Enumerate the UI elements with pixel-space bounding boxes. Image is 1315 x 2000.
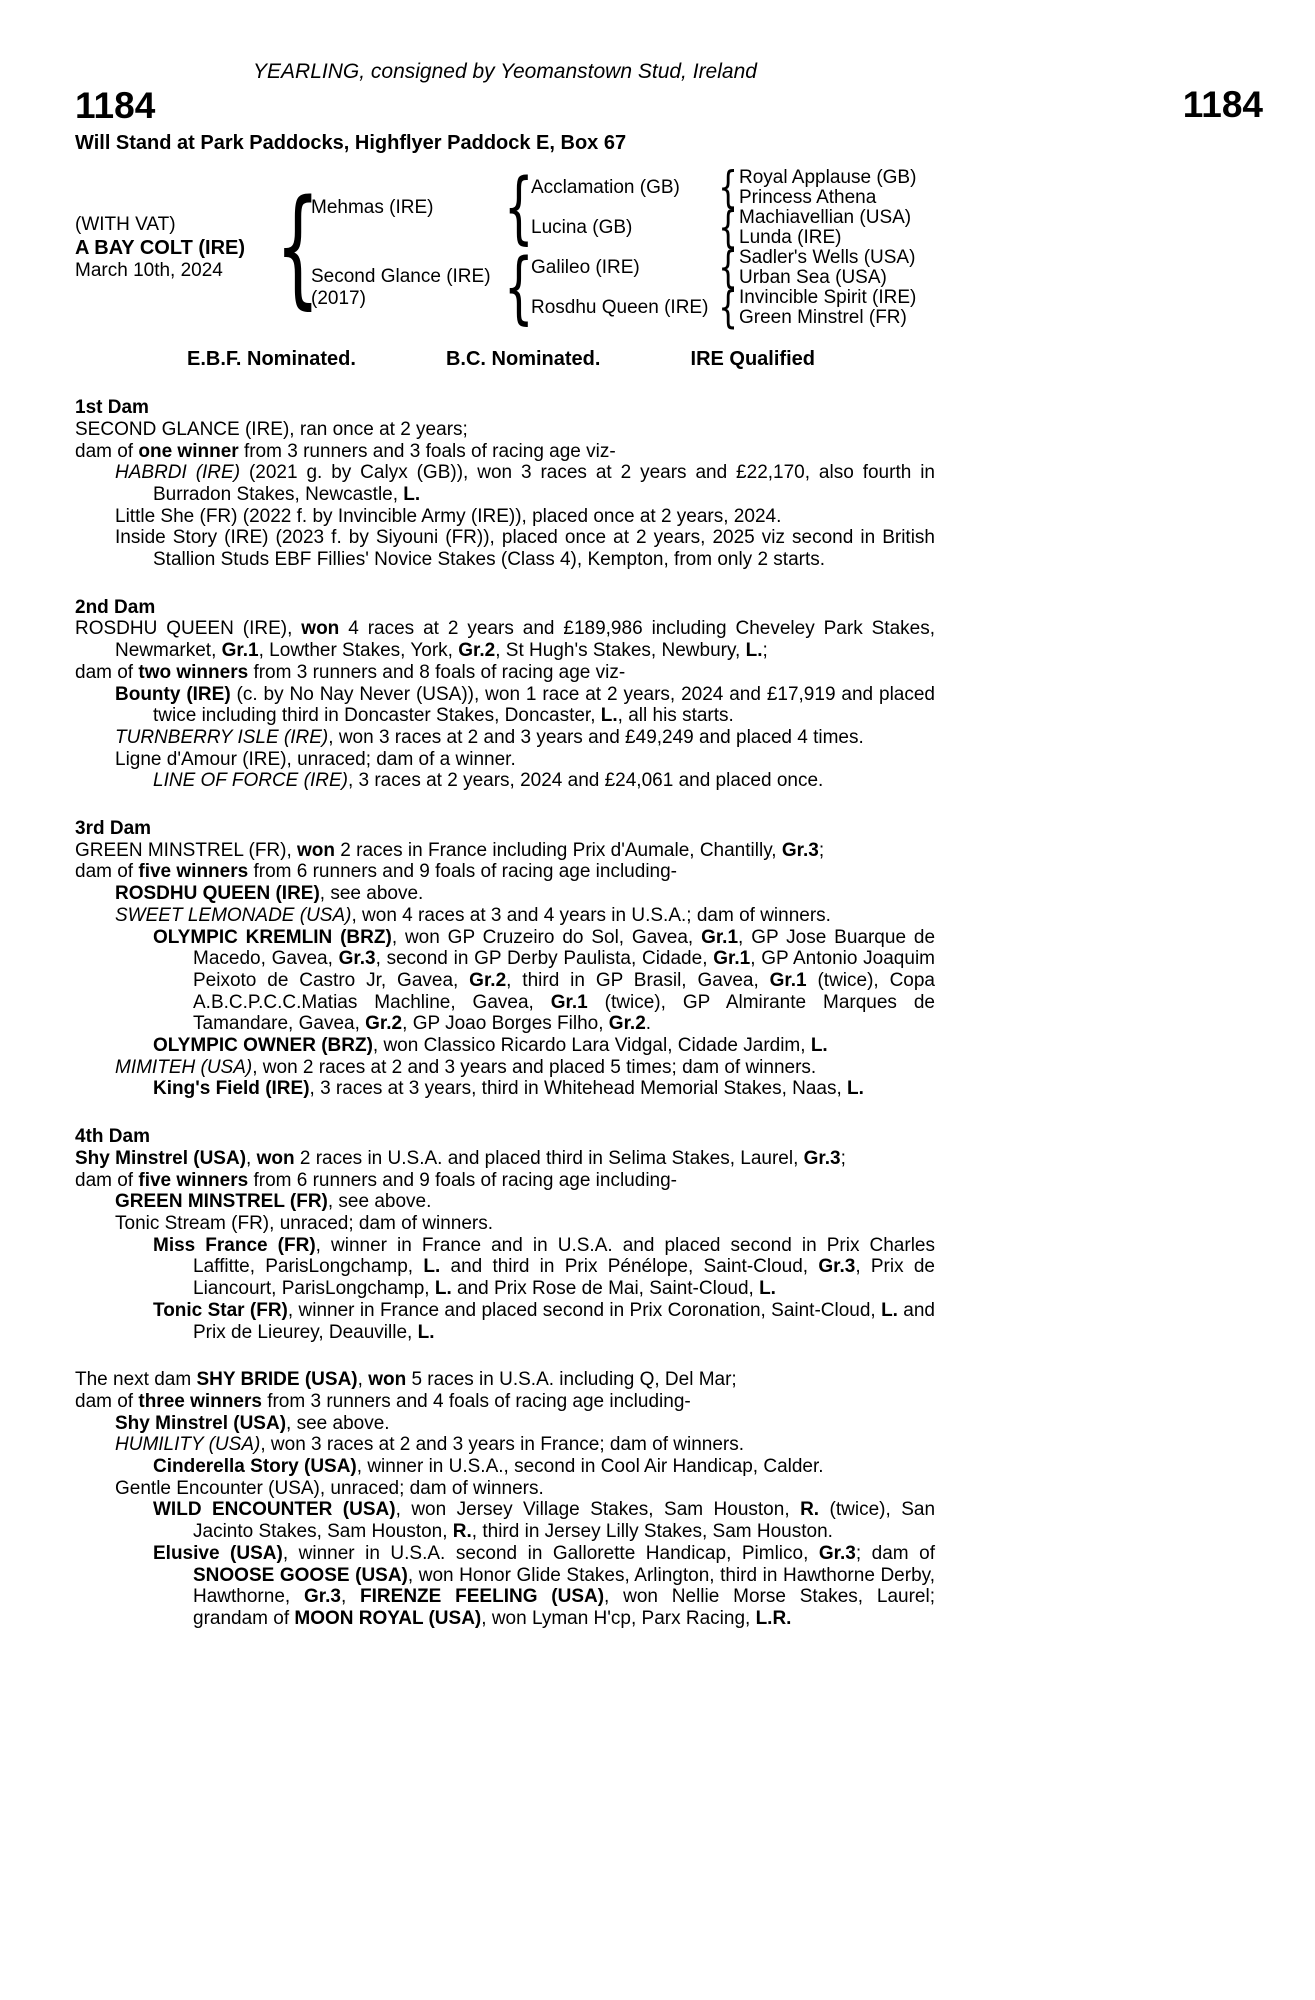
text-run: , GP Jose Buarque de Macedo, Gavea, [193,926,936,970]
text-run: Elusive (USA) [153,1542,283,1564]
text-run: one winner [138,440,239,462]
pedigree-great-grandparent-1: Royal Applause (GB) [739,167,917,189]
text-run: from 3 runners and 3 foals of racing age viz- [238,440,616,462]
pedigree-dam [311,266,507,310]
pedigree-paragraph [75,1057,935,1079]
pedigree-paragraph [75,883,935,905]
text-run: , [340,1586,361,1608]
text-run: Shy Minstrel (USA) [115,1412,287,1434]
pedigree-paragraph [75,1078,935,1100]
ebf-nominated-label: E.B.F. Nominated. [187,348,356,371]
text-run: SNOOSE GOOSE (USA) [193,1564,408,1586]
text-run: WILD ENCOUNTER (USA) [153,1499,396,1521]
text-run: Tonic Stream (FR), unraced; dam of winners. [115,1213,494,1234]
text-run: dam of [75,1390,139,1412]
text-run: (c. by No Nay Never (USA)), won 1 race at 2 years, 2024 and £17,919 and placed twice including third in Doncaster Stakes, Doncaster, [153,683,935,727]
text-run: two winners [138,661,249,683]
dam-section-heading: 3rd Dam [75,818,152,840]
text-run: 5 races in U.S.A. including Q, Del Mar; [406,1369,737,1391]
text-run: The next dam [75,1369,197,1391]
text-run: , won Jersey Village Stakes, Sam Houston, [395,1499,801,1521]
text-run: HABRDI (IRE) [115,462,241,484]
pedigree-paragraph [75,1456,935,1478]
consignor-line: YEARLING, consigned by Yeomanstown Stud, Ireland [253,60,757,83]
pedigree-great-grandparent-3: Machiavellian (USA) [739,207,912,229]
pedigree-paragraph [75,1434,935,1456]
text-run: Gr.3 [303,1586,341,1608]
dam-section [75,397,935,571]
text-run: , St Hugh's Stakes, Newbury, [495,640,746,662]
text-run: three winners [138,1390,262,1412]
pedigree-paragraph [75,727,935,749]
text-run: MIMITEH (USA) [115,1056,253,1078]
text-run: Bounty (IRE) [115,683,231,705]
text-run: L. [434,1278,452,1300]
pedigree-great-grandparent-4: Lunda (IRE) [739,227,842,249]
text-run: won [301,618,340,640]
text-run: Gr.3 [338,948,376,970]
text-run: , third in Jersey Lilly Stakes, Sam Houston. [471,1521,833,1543]
pedigree-paragraph [75,905,935,927]
pedigree-paragraph [75,506,935,528]
text-run: 2 races in France including Prix d'Aumale, Chantilly, [335,839,782,861]
text-run: Ligne d'Amour (IRE), unraced; dam of a winner. [115,748,516,770]
catalogue-content [75,0,935,1630]
dam-year: (2017) [311,288,366,310]
text-run: GREEN MINSTREL (FR), [75,839,298,861]
text-run: dam of [75,1169,139,1191]
text-run: won [368,1369,407,1391]
text-run: from 3 runners and 4 foals of racing age including- [261,1390,691,1412]
vat-note: (WITH VAT) [75,214,176,236]
pedigree-great-grandparent-2: Princess Athena [739,187,877,209]
text-run: (twice), Copa A.B.C.P.C.C.Matias Machline, Gavea, [193,969,935,1013]
text-run: , won Lyman H'cp, Parx Racing, [481,1607,756,1629]
text-run: Gr.1 [713,948,751,970]
text-run: , Lowther Stakes, York, [258,640,459,662]
text-run: , 3 races at 3 years, third in Whitehead Memorial Stakes, Naas, [309,1078,848,1100]
text-run: HUMILITY (USA) [115,1434,261,1456]
foaling-date: March 10th, 2024 [75,259,223,281]
text-run: SECOND GLANCE (IRE), ran once at 2 years; [75,418,468,440]
pedigree-paragraph [75,618,935,661]
text-run: Gr.2 [365,1013,403,1035]
pedigree-paragraph [75,419,935,441]
text-run: , won Nellie Morse Stakes, Laurel; grandam of [193,1586,935,1629]
text-run: , second in GP Derby Paulista, Cidade, [375,948,714,970]
text-run: L.R. [755,1607,792,1629]
lot-number-left: 1184 [75,85,156,127]
text-run: from 6 runners and 9 foals of racing age including- [248,1169,678,1191]
text-run: ; [840,1147,846,1169]
text-run: ROSDHU QUEEN (IRE) [115,883,320,905]
text-run: Gr.3 [803,1147,841,1169]
pedigree-great-grandparent-7: Invincible Spirit (IRE) [739,287,917,309]
dam-section [75,818,935,1100]
text-run: (twice), GP Almirante Marques de Tamandare, Gavea, [193,991,935,1035]
text-run: from 3 runners and 8 foals of racing age viz- [248,661,626,683]
pedigree-paragraph [75,770,935,792]
dam-section [75,597,935,792]
pedigree-paragraph [75,1170,935,1192]
text-run: , [357,1369,369,1391]
text-run: Gr.3 [781,839,819,861]
text-run: , see above. [327,1191,432,1213]
dam-section-heading: 1st Dam [75,397,149,419]
text-run: 2 races in U.S.A. and placed third in Selima Stakes, Laurel, [294,1147,804,1169]
pedigree-paragraph [75,861,935,883]
text-run: five winners [138,1169,249,1191]
pedigree-sire-dam: Lucina (GB) [531,217,633,239]
text-run: ; [818,839,825,861]
text-run: Gr.3 [818,1542,856,1564]
text-run: Miss France (FR) [153,1234,316,1256]
text-run: , GP Antonio Joaquim Peixoto de Castro Jr, Gavea, [193,948,935,991]
pedigree-paragraph [75,1235,935,1300]
text-run: won [256,1147,295,1169]
pedigree-paragraph [75,1543,935,1630]
text-run: ; [762,640,768,662]
text-run: (twice), San Jacinto Stakes, Sam Houston, [193,1499,936,1543]
pedigree-paragraph [75,1369,935,1391]
text-run: Gr.2 [469,969,507,991]
text-run: Shy Minstrel (USA) [75,1147,247,1169]
pedigree-great-grandparent-5: Sadler's Wells (USA) [739,247,916,269]
text-run: Gr.1 [550,991,588,1013]
pedigree-text-sections [75,397,935,1630]
text-run: Gr.1 [701,926,739,948]
text-run: L. [417,1321,435,1343]
text-run: Gr.2 [458,640,496,662]
pedigree-paragraph [75,662,935,684]
pedigree-sire: Mehmas (IRE) [311,197,434,219]
text-run: , winner in France and placed second in Prix Coronation, Saint-Cloud, [287,1299,882,1321]
pedigree-great-grandparent-6: Urban Sea (USA) [739,267,887,289]
pedigree-paragraph [75,749,935,771]
pedigree-paragraph [75,1413,935,1435]
text-run: OLYMPIC OWNER (BRZ) [153,1035,373,1057]
pedigree-dam-dam: Rosdhu Queen (IRE) [531,297,709,319]
dam-name: Second Glance (IRE) [311,266,491,288]
text-run: , 3 races at 2 years, 2024 and £24,061 and placed once. [347,770,824,792]
text-run: Gr.1 [769,969,807,991]
ire-qualified-label: IRE Qualified [690,348,815,371]
text-run: L. [423,1256,441,1278]
text-run: ; dam of [855,1542,935,1564]
text-run: won [297,839,336,861]
horse-name: A BAY COLT (IRE) [75,236,246,259]
text-run: TURNBERRY ISLE (IRE) [115,726,329,748]
text-run: L. [745,640,763,662]
pedigree-sire-sire: Acclamation (GB) [531,177,680,199]
dam-section-heading: 2nd Dam [75,596,156,618]
text-run: Gr.1 [221,640,259,662]
pedigree-paragraph [75,462,935,505]
text-run: and Prix de Lieurey, Deauville, [193,1299,935,1343]
text-run: L. [810,1035,828,1057]
text-run: , won 3 races at 2 and 3 years and £49,249 and placed 4 times. [328,726,864,748]
text-run: , Prix de Liancourt, ParisLongchamp, [193,1256,935,1300]
text-run: L. [881,1299,898,1321]
dam-section-heading: 4th Dam [75,1126,150,1148]
pedigree-paragraph [75,1391,935,1413]
text-run: , all his starts. [617,705,734,727]
text-run: ROSDHU QUEEN (IRE), [75,618,302,640]
text-run: and third in Prix Pénélope, Saint-Cloud, [440,1256,819,1278]
text-run: , winner in U.S.A. second in Gallorette Handicap, Pimlico, [282,1542,819,1564]
text-run: OLYMPIC KREMLIN (BRZ) [153,926,392,948]
text-run: L. [403,483,421,505]
text-run: FIRENZE FEELING (USA) [360,1586,605,1608]
text-run: Tonic Star (FR) [153,1299,288,1321]
text-run: MOON ROYAL (USA) [294,1607,482,1629]
dam-section [75,1126,935,1343]
text-run: L. [847,1078,864,1100]
stand-location-line: Will Stand at Park Paddocks, Highflyer Paddock E, Box 67 [75,132,627,155]
pedigree-paragraph [75,840,935,862]
nominations-row [75,348,935,371]
text-run: , won 2 races at 2 and 3 years and placed 5 times; dam of winners. [252,1056,817,1078]
text-run: SWEET LEMONADE (USA) [115,904,352,926]
text-run: , won GP Cruzeiro do Sol, Gavea, [391,926,702,948]
text-run: Cinderella Story (USA) [153,1456,357,1478]
text-run: , won Classico Ricardo Lara Vidgal, Cidade Jardim, [372,1035,811,1057]
text-run: , won 4 races at 3 and 4 years in U.S.A.; dam of winners. [351,904,831,926]
dam-section [75,1369,935,1629]
text-run: . [645,1013,652,1035]
text-run: and Prix Rose de Mai, Saint-Cloud, [451,1278,760,1300]
text-run: dam of [75,861,139,883]
pedigree-paragraph [75,927,935,1036]
pedigree-table: (WITH VAT) A BAY COLT (IRE) March 10th, 2024 { Mehmas (IRE) Second Glance (IRE) (2017) { { Acclamation (GB) Lucina (GB) Galileo (IRE) Rosdhu Queen (IRE) { { { { Royal Applause (GB) Princess Athena Machiavellian (USA) Lunda (IRE) Sadler's Wells (USA) Urban Sea (USA) Invincible Spirit (IRE) Green Minstrel (FR) [75,168,935,328]
text-run: , won 3 races at 2 and 3 years in France; dam of winners. [260,1434,745,1456]
pedigree-paragraph [75,1035,935,1057]
pedigree-paragraph [75,1499,935,1542]
pedigree-paragraph [75,441,935,463]
pedigree-dam-sire: Galileo (IRE) [531,257,640,279]
horse-identity-block [75,214,285,281]
text-run: , third in GP Brasil, Gavea, [506,969,770,991]
text-run: dam of [75,440,139,462]
pedigree-paragraph [75,1478,935,1500]
bc-nominated-label: B.C. Nominated. [445,348,601,371]
text-run: L. [759,1278,776,1300]
text-run: , GP Joao Borges Filho, [402,1013,609,1035]
text-run: dam of [75,661,139,683]
text-run: R. [800,1499,820,1521]
text-run: Gentle Encounter (USA), unraced; dam of winners. [115,1477,544,1499]
text-run: Gr.3 [818,1256,856,1278]
text-run: L. [600,705,618,727]
text-run: King's Field (IRE) [153,1078,310,1100]
text-run: Gr.2 [608,1013,646,1035]
text-run: R. [452,1521,472,1543]
pedigree-paragraph [75,1300,935,1343]
text-run: SHY BRIDE (USA) [196,1369,358,1391]
pedigree-paragraph [75,684,935,727]
pedigree-paragraph [75,1213,935,1235]
text-run: , won Honor Glide Stakes, Arlington, third in Hawthorne Derby, Hawthorne, [193,1564,935,1608]
text-run: Little She (FR) (2022 f. by Invincible Army (IRE)), placed once at 2 years, 2024. [115,505,782,527]
text-run: , winner in U.S.A., second in Cool Air Handicap, Calder. [356,1456,824,1478]
text-run: from 6 runners and 9 foals of racing age including- [248,861,678,883]
pedigree-paragraph [75,1148,935,1170]
pedigree-paragraph [75,527,935,570]
text-run: five winners [138,861,249,883]
text-run: GREEN MINSTREL (FR) [115,1191,328,1213]
text-run: , see above. [319,883,424,905]
text-run: 4 races at 2 years and £189,986 including Cheveley Park Stakes, Newmarket, [115,618,935,662]
text-run: LINE OF FORCE (IRE) [153,770,348,792]
text-run: , [246,1147,257,1169]
text-run: , see above. [286,1412,390,1434]
pedigree-great-grandparent-8: Green Minstrel (FR) [739,307,907,329]
text-run: , winner in France and in U.S.A. and placed second in Prix Charles Laffitte, ParisLongchamp, [193,1234,935,1278]
text-run: Inside Story (IRE) (2023 f. by Siyouni (FR)), placed once at 2 years, 2025 viz second in British Stallion Studs EBF Fillies' Novice Stakes (Class 4), Kempton, from only 2 starts. [115,527,935,571]
text-run: (2021 g. by Calyx (GB)), won 3 races at 2 years and £22,170, also fourth in Burradon Stakes, Newcastle, [153,462,935,505]
lot-number-right: 1184 [1182,84,1263,125]
pedigree-paragraph [75,1191,935,1213]
